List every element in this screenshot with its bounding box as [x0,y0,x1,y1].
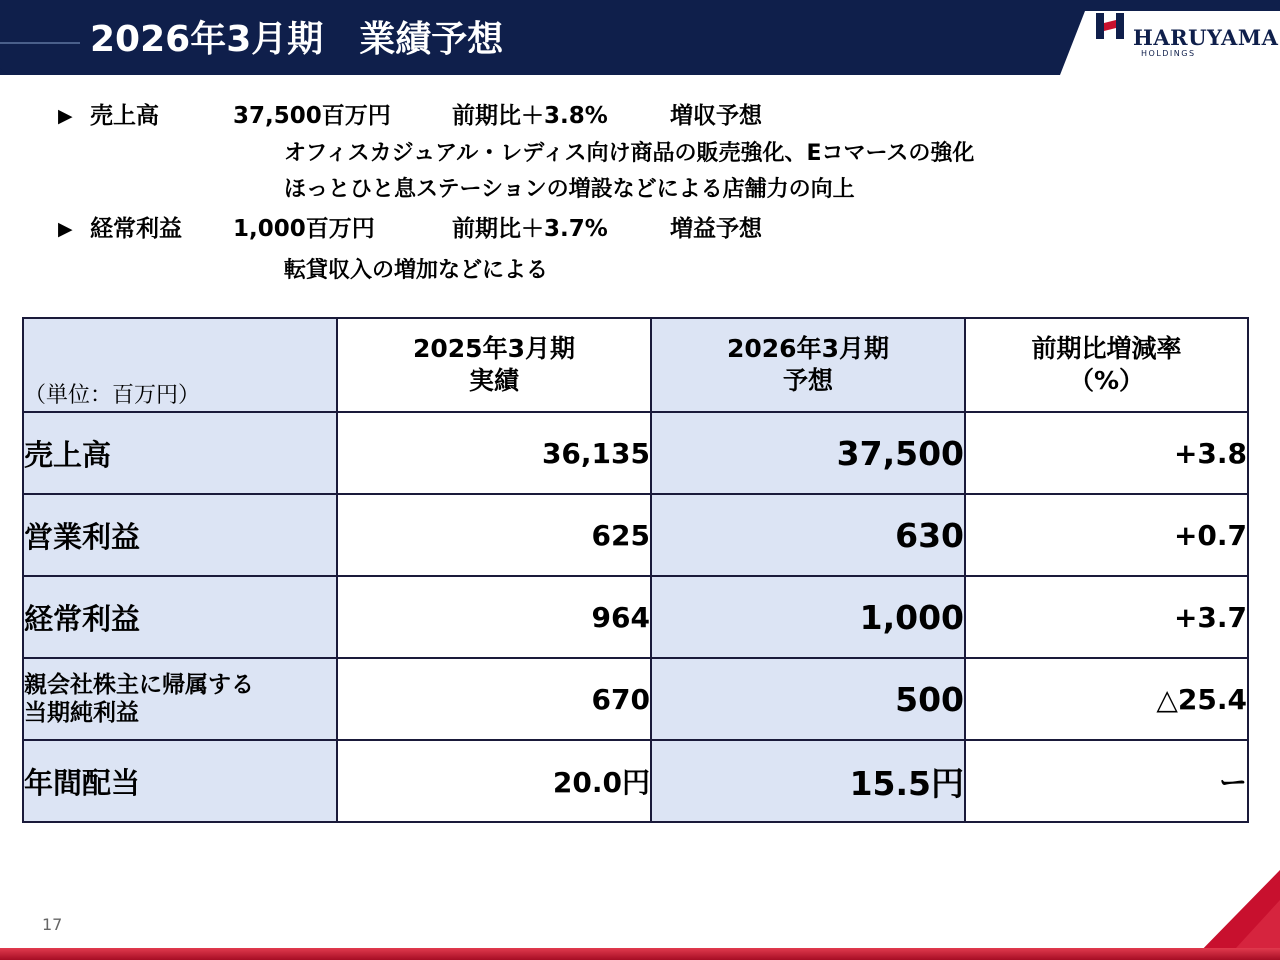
row-label-line: 当期純利益 [24,700,139,726]
change-value: ー [965,740,1248,822]
table-row [23,412,1248,494]
sales-yoy: 前期比＋3.8% [452,103,608,129]
sales-outlook: 増収予想 [670,103,762,129]
row-label-line: 親会社株主に帰属する [24,672,254,698]
row-label [23,658,337,740]
column-header [651,318,965,412]
ordinary-outlook: 増益予想 [670,216,762,242]
table-row [23,740,1248,822]
column-header-line: 前期比増減率 [1031,334,1182,363]
table-row [23,494,1248,576]
actual-value: 36,135 [337,412,651,494]
logo-name: HARUYAMA [1133,25,1279,50]
forecast-value: 630 [651,494,965,576]
forecast-value: 500 [651,658,965,740]
ordinary-note: 転貸収入の増加などによる [284,258,549,283]
row-label: 年間配当 [23,740,337,822]
page-number: 17 [42,915,63,934]
company-logo [1095,11,1279,69]
bullet-triangle-icon: ▶ [58,218,73,240]
change-value: +0.7 [965,494,1248,576]
table-row [23,576,1248,658]
table-row [23,658,1248,740]
column-header-line: 実績 [468,366,519,395]
logo-subtitle: HOLDINGS [1141,49,1196,58]
column-header [337,318,651,412]
forecast-value: 1,000 [651,576,965,658]
row-label: 経常利益 [23,576,337,658]
table-header-row [23,318,1248,412]
sales-label: 売上高 [90,103,159,129]
ordinary-label: 経常利益 [90,216,182,242]
column-header-line: 2025年3月期 [413,334,575,363]
header-accent-line [0,42,80,44]
footer-bar [0,940,1280,960]
header-bar [0,0,1280,75]
column-header-line: 2026年3月期 [727,334,889,363]
ordinary-amount: 1,000百万円 [233,216,375,242]
actual-value: 625 [337,494,651,576]
actual-value: 20.0円 [337,740,651,822]
row-label: 売上高 [23,412,337,494]
logo-h-icon [1095,11,1127,41]
column-header-line: 予想 [782,366,833,395]
change-value: △25.4 [965,658,1248,740]
row-label: 営業利益 [23,494,337,576]
slide-title: 2026年3月期 業績予想 [90,19,504,60]
sales-note: オフィスカジュアル・レディス向け商品の販売強化、Eコマースの強化 [284,141,975,166]
forecast-value: 15.5円 [651,740,965,822]
forecast-value: 37,500 [651,412,965,494]
ordinary-yoy: 前期比＋3.7% [452,216,608,242]
sales-amount: 37,500百万円 [233,103,391,129]
actual-value: 964 [337,576,651,658]
column-header [965,318,1248,412]
forecast-table [22,317,1249,823]
change-value: +3.8 [965,412,1248,494]
bullet-triangle-icon: ▶ [58,105,73,127]
sales-note: ほっとひと息ステーションの増設などによる店舗力の向上 [284,177,855,202]
unit-label: （単位：百万円） [23,318,337,412]
actual-value: 670 [337,658,651,740]
column-header-line: （%） [1068,366,1145,395]
change-value: +3.7 [965,576,1248,658]
